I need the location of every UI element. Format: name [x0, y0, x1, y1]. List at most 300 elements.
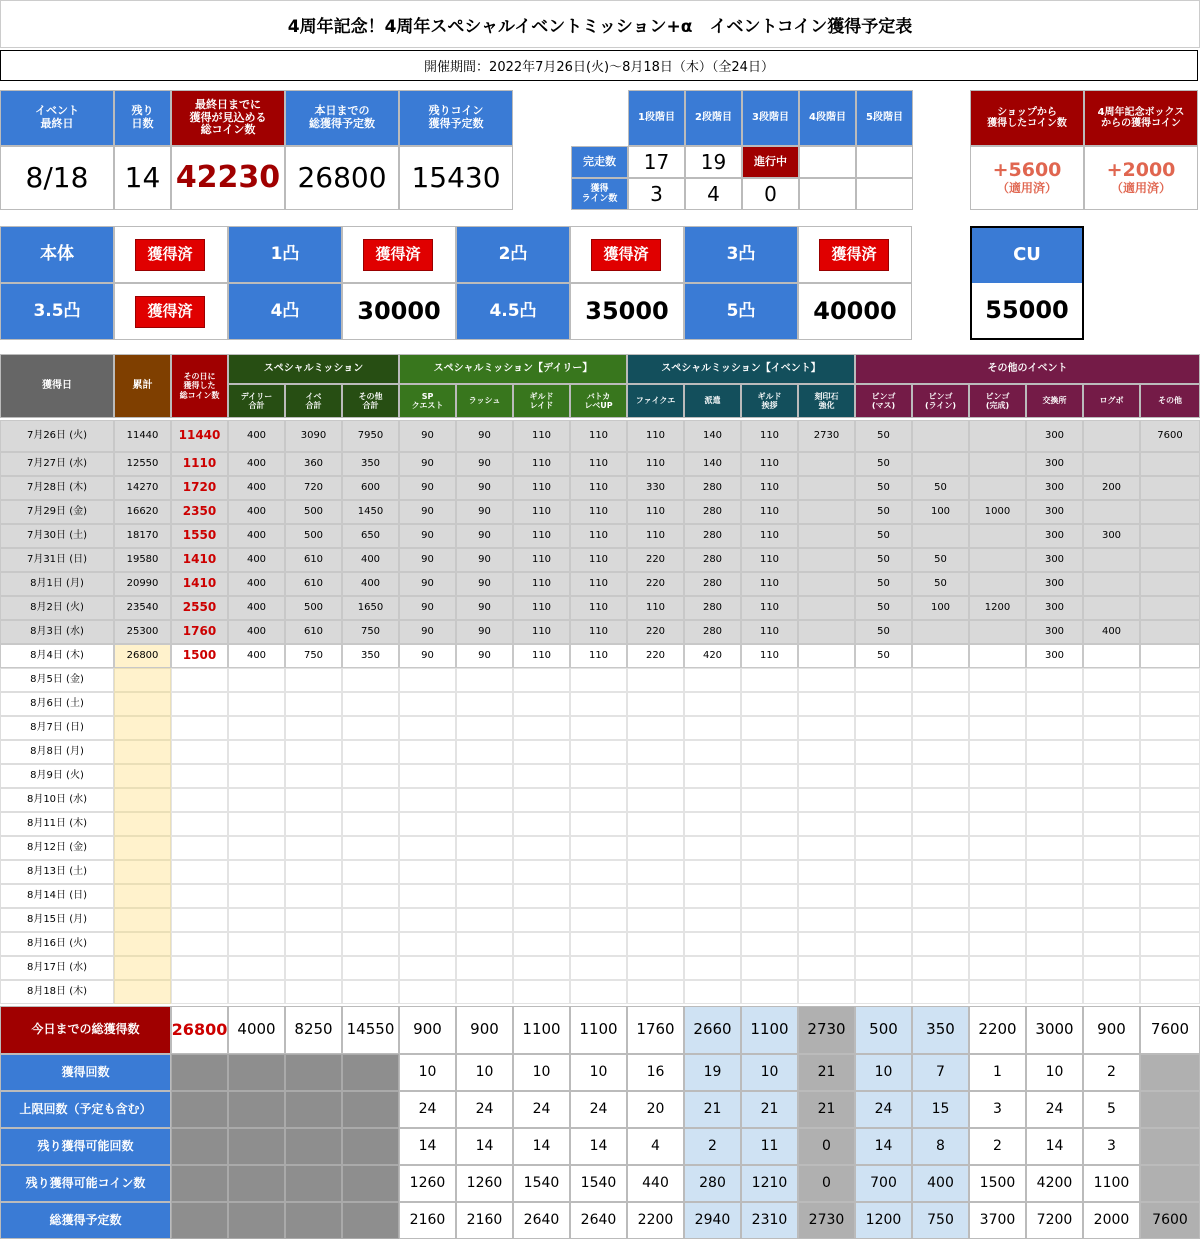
row-empty [798, 668, 855, 692]
stats-empty [228, 1128, 285, 1165]
row-empty [456, 764, 513, 788]
summary-value: 42230 [171, 146, 285, 210]
row-empty [1140, 668, 1200, 692]
row-value [1140, 644, 1200, 668]
stage-completion: 17 [628, 146, 685, 178]
row-empty [228, 908, 285, 932]
stats-value: 400 [912, 1165, 969, 1202]
shop-value [970, 146, 1084, 210]
row-value: 110 [513, 644, 570, 668]
row-value: 500 [285, 500, 342, 524]
row-empty [684, 884, 741, 908]
row-value: 1550 [171, 524, 228, 548]
sub-header: 刻印石 強化 [798, 384, 855, 418]
row-value [1083, 548, 1140, 572]
stage-lines: 0 [742, 178, 799, 210]
upgrade-value: 30000 [342, 283, 456, 340]
row-empty [399, 668, 456, 692]
stats-value: 10 [855, 1054, 912, 1091]
row-value: 110 [570, 596, 627, 620]
row-cum-empty [114, 956, 171, 980]
row-value [798, 500, 855, 524]
row-value [1083, 420, 1140, 452]
row-value: 3090 [285, 420, 342, 452]
upgrade-label: 3.5凸 [0, 283, 114, 340]
row-empty [627, 884, 684, 908]
row-empty [684, 716, 741, 740]
stats-value: 0 [798, 1165, 855, 1202]
totals-value: 1100 [741, 1006, 798, 1054]
stage-completion-label: 完走数 [571, 146, 628, 178]
row-value: 90 [456, 500, 513, 524]
row-empty [798, 836, 855, 860]
stats-value: 16 [627, 1054, 684, 1091]
stats-value: 440 [627, 1165, 684, 1202]
row-value: 1200 [969, 596, 1026, 620]
row-empty [399, 932, 456, 956]
shop-coin-value: +2000 [1106, 159, 1176, 182]
row-value: 110 [570, 548, 627, 572]
row-empty [171, 812, 228, 836]
row-empty [171, 932, 228, 956]
upgrade-value [114, 283, 228, 340]
row-value: 110 [741, 596, 798, 620]
row-value [969, 452, 1026, 476]
row-date: 8月8日 (月) [0, 740, 114, 764]
stats-empty [285, 1202, 342, 1239]
row-empty [399, 764, 456, 788]
row-date: 7月27日 (水) [0, 452, 114, 476]
row-empty [342, 764, 399, 788]
stats-empty [342, 1091, 399, 1128]
row-value: 23540 [114, 596, 171, 620]
row-value: 400 [342, 572, 399, 596]
row-value: 300 [1026, 476, 1083, 500]
sub-header: ファイクエ [627, 384, 684, 418]
row-empty [1026, 836, 1083, 860]
stats-value: 24 [456, 1091, 513, 1128]
stats-value: 24 [855, 1091, 912, 1128]
stats-empty [342, 1202, 399, 1239]
row-date: 8月3日 (水) [0, 620, 114, 644]
row-empty [399, 716, 456, 740]
stats-empty [171, 1054, 228, 1091]
row-value: 110 [627, 420, 684, 452]
sub-header: ビンゴ (完成) [969, 384, 1026, 418]
row-empty [513, 836, 570, 860]
stage-header: 2段階目 [685, 90, 742, 146]
stats-value: 2640 [513, 1202, 570, 1239]
row-value: 50 [855, 620, 912, 644]
stats-value: 19 [684, 1054, 741, 1091]
row-value: 1650 [342, 596, 399, 620]
stats-value: 2 [1083, 1054, 1140, 1091]
row-empty [741, 908, 798, 932]
stage-header: 1段階目 [628, 90, 685, 146]
row-value: 19580 [114, 548, 171, 572]
row-empty [1083, 980, 1140, 1004]
row-empty [171, 884, 228, 908]
stats-value: 21 [741, 1091, 798, 1128]
stats-value: 11 [741, 1128, 798, 1165]
row-value: 400 [228, 476, 285, 500]
row-value: 110 [570, 476, 627, 500]
row-empty [1026, 956, 1083, 980]
row-empty [399, 692, 456, 716]
row-empty [570, 956, 627, 980]
row-empty [285, 668, 342, 692]
row-empty [741, 692, 798, 716]
sub-header: 交換所 [1026, 384, 1083, 418]
row-empty [1140, 716, 1200, 740]
row-empty [570, 716, 627, 740]
row-empty [399, 980, 456, 1004]
stats-value [1140, 1165, 1200, 1202]
row-empty [855, 764, 912, 788]
row-empty [285, 836, 342, 860]
row-date: 7月26日 (火) [0, 420, 114, 452]
stats-empty [342, 1165, 399, 1202]
row-value: 610 [285, 572, 342, 596]
row-value [798, 620, 855, 644]
row-value: 18170 [114, 524, 171, 548]
row-empty [1083, 884, 1140, 908]
row-empty [741, 932, 798, 956]
row-value: 350 [342, 452, 399, 476]
row-value: 50 [855, 644, 912, 668]
row-empty [1026, 716, 1083, 740]
shop-label: ショップから 獲得したコイン数 [970, 90, 1084, 146]
row-cum-empty [114, 860, 171, 884]
row-empty [1026, 980, 1083, 1004]
row-empty [228, 812, 285, 836]
row-empty [969, 836, 1026, 860]
row-value [912, 452, 969, 476]
stats-empty [342, 1054, 399, 1091]
row-date: 8月6日 (土) [0, 692, 114, 716]
row-empty [456, 956, 513, 980]
row-empty [456, 908, 513, 932]
stats-value: 1260 [456, 1165, 513, 1202]
row-empty [399, 884, 456, 908]
sub-header: ギルド レイド [513, 384, 570, 418]
row-value [798, 548, 855, 572]
row-value: 12550 [114, 452, 171, 476]
row-value [1140, 548, 1200, 572]
row-value: 90 [399, 500, 456, 524]
row-empty [912, 932, 969, 956]
sub-header: ビンゴ (ライン) [912, 384, 969, 418]
row-empty [285, 956, 342, 980]
stats-value: 21 [798, 1054, 855, 1091]
row-empty [513, 668, 570, 692]
upgrade-label: 本体 [0, 226, 114, 283]
stats-value: 1200 [855, 1202, 912, 1239]
row-empty [570, 980, 627, 1004]
row-cum-empty [114, 788, 171, 812]
stage-lines [799, 178, 856, 210]
row-empty [285, 812, 342, 836]
row-empty [1026, 692, 1083, 716]
row-empty [228, 860, 285, 884]
row-empty [228, 884, 285, 908]
row-date: 8月7日 (日) [0, 716, 114, 740]
stats-value: 10 [399, 1054, 456, 1091]
stats-value: 14 [855, 1128, 912, 1165]
upgrade-value [570, 226, 684, 283]
row-empty [627, 788, 684, 812]
stats-label: 残り獲得可能コイン数 [0, 1165, 171, 1202]
stats-value: 2200 [627, 1202, 684, 1239]
row-value: 110 [570, 452, 627, 476]
row-value [1140, 572, 1200, 596]
totals-value: 2660 [684, 1006, 741, 1054]
upgrade-label: 4.5凸 [456, 283, 570, 340]
row-value: 420 [684, 644, 741, 668]
row-value [969, 524, 1026, 548]
row-date: 8月10日 (水) [0, 788, 114, 812]
row-value [1140, 500, 1200, 524]
row-date: 8月14日 (日) [0, 884, 114, 908]
row-empty [342, 716, 399, 740]
row-date: 7月30日 (土) [0, 524, 114, 548]
row-value: 1450 [342, 500, 399, 524]
row-empty [684, 956, 741, 980]
row-value: 90 [456, 420, 513, 452]
row-value: 300 [1026, 572, 1083, 596]
totals-value: 900 [399, 1006, 456, 1054]
event-period: 開催期間：2022年7月26日(火)〜8月18日（木）（全24日） [0, 50, 1198, 81]
row-empty [855, 860, 912, 884]
stats-value: 2940 [684, 1202, 741, 1239]
row-value: 50 [855, 500, 912, 524]
row-empty [513, 740, 570, 764]
row-value: 220 [627, 572, 684, 596]
stage-lines: 4 [685, 178, 742, 210]
row-value: 1500 [171, 644, 228, 668]
row-empty [1140, 788, 1200, 812]
row-value: 11440 [114, 420, 171, 452]
row-empty [456, 980, 513, 1004]
row-empty [228, 788, 285, 812]
col-date-header: 獲得日 [0, 354, 114, 418]
row-value: 50 [855, 476, 912, 500]
row-value: 300 [1026, 524, 1083, 548]
row-empty [285, 716, 342, 740]
row-value: 650 [342, 524, 399, 548]
row-value [798, 572, 855, 596]
row-empty [969, 716, 1026, 740]
row-empty [513, 764, 570, 788]
row-empty [855, 788, 912, 812]
sub-header: ログボ [1083, 384, 1140, 418]
stage-completion: 19 [685, 146, 742, 178]
row-value: 300 [1026, 500, 1083, 524]
row-empty [1083, 908, 1140, 932]
row-value: 280 [684, 476, 741, 500]
row-empty [627, 716, 684, 740]
row-empty [684, 812, 741, 836]
row-empty [456, 692, 513, 716]
row-value [1140, 524, 1200, 548]
stats-value: 2310 [741, 1202, 798, 1239]
totals-value: 1100 [513, 1006, 570, 1054]
row-value: 110 [570, 572, 627, 596]
sub-header: デイリー 合計 [228, 384, 285, 418]
stats-value: 24 [513, 1091, 570, 1128]
upgrade-value [342, 226, 456, 283]
upgrade-label: 1凸 [228, 226, 342, 283]
row-value: 110 [513, 420, 570, 452]
stats-value: 4 [627, 1128, 684, 1165]
row-value: 110 [513, 452, 570, 476]
row-empty [912, 716, 969, 740]
row-empty [342, 788, 399, 812]
row-empty [855, 884, 912, 908]
row-empty [912, 956, 969, 980]
stats-label: 獲得回数 [0, 1054, 171, 1091]
summary-label: 最終日までに 獲得が見込める 総コイン数 [171, 90, 285, 146]
row-value: 110 [513, 572, 570, 596]
row-empty [513, 692, 570, 716]
row-date: 8月18日 (木) [0, 980, 114, 1004]
row-empty [741, 764, 798, 788]
stats-value: 5 [1083, 1091, 1140, 1128]
stats-value: 14 [570, 1128, 627, 1165]
row-empty [969, 956, 1026, 980]
row-empty [684, 980, 741, 1004]
row-empty [285, 764, 342, 788]
row-value: 400 [228, 524, 285, 548]
stats-value: 15 [912, 1091, 969, 1128]
row-empty [741, 860, 798, 884]
group-header: その他のイベント [855, 354, 1200, 384]
row-empty [684, 764, 741, 788]
upgrade-label: 2凸 [456, 226, 570, 283]
sub-header: 派遣 [684, 384, 741, 418]
row-empty [741, 980, 798, 1004]
cu-value: 55000 [970, 283, 1084, 340]
row-empty [855, 692, 912, 716]
row-empty [570, 692, 627, 716]
stats-value: 2000 [1083, 1202, 1140, 1239]
row-empty [285, 908, 342, 932]
row-date: 7月29日 (金) [0, 500, 114, 524]
row-date: 8月17日 (水) [0, 956, 114, 980]
row-empty [855, 668, 912, 692]
totals-value: 900 [456, 1006, 513, 1054]
stats-value: 7200 [1026, 1202, 1083, 1239]
row-value: 11440 [171, 420, 228, 452]
row-empty [228, 956, 285, 980]
row-empty [342, 692, 399, 716]
row-value: 50 [855, 548, 912, 572]
row-empty [1140, 956, 1200, 980]
row-value: 280 [684, 524, 741, 548]
row-value: 400 [342, 548, 399, 572]
row-value: 2350 [171, 500, 228, 524]
stats-value: 21 [798, 1091, 855, 1128]
row-value [969, 548, 1026, 572]
stage-lines [856, 178, 913, 210]
row-empty [684, 932, 741, 956]
row-empty [513, 812, 570, 836]
row-value: 110 [570, 644, 627, 668]
row-value: 360 [285, 452, 342, 476]
row-empty [513, 908, 570, 932]
row-empty [741, 956, 798, 980]
shop-value [1084, 146, 1198, 210]
row-empty [627, 860, 684, 884]
row-empty [969, 812, 1026, 836]
row-value: 350 [342, 644, 399, 668]
row-empty [342, 908, 399, 932]
row-value: 110 [627, 596, 684, 620]
stats-value: 21 [684, 1091, 741, 1128]
row-date: 8月4日 (木) [0, 644, 114, 668]
stats-value [1140, 1054, 1200, 1091]
row-empty [912, 788, 969, 812]
totals-value: 26800 [171, 1006, 228, 1054]
row-empty [627, 764, 684, 788]
row-empty [798, 860, 855, 884]
row-empty [969, 788, 1026, 812]
stats-value: 2640 [570, 1202, 627, 1239]
row-empty [627, 740, 684, 764]
row-empty [342, 860, 399, 884]
sub-header: バトカ レベUP [570, 384, 627, 418]
row-value: 220 [627, 548, 684, 572]
row-empty [513, 932, 570, 956]
row-empty [912, 692, 969, 716]
row-date: 7月28日 (木) [0, 476, 114, 500]
row-value [912, 420, 969, 452]
upgrade-label: 4凸 [228, 283, 342, 340]
row-empty [912, 884, 969, 908]
row-empty [513, 716, 570, 740]
stats-empty [342, 1128, 399, 1165]
row-value: 2730 [798, 420, 855, 452]
row-empty [456, 932, 513, 956]
stats-value: 10 [513, 1054, 570, 1091]
row-value: 280 [684, 620, 741, 644]
row-empty [912, 980, 969, 1004]
row-empty [969, 884, 1026, 908]
row-empty [1026, 908, 1083, 932]
row-cum-empty [114, 716, 171, 740]
row-empty [456, 740, 513, 764]
upgrade-label: 3凸 [684, 226, 798, 283]
row-value: 1760 [171, 620, 228, 644]
row-value [798, 476, 855, 500]
row-value: 280 [684, 548, 741, 572]
shop-applied-note: （適用済） [996, 181, 1057, 196]
row-empty [855, 812, 912, 836]
row-value [912, 620, 969, 644]
stats-value: 1 [969, 1054, 1026, 1091]
totals-value: 500 [855, 1006, 912, 1054]
row-value: 25300 [114, 620, 171, 644]
stats-value: 14 [456, 1128, 513, 1165]
upgrade-value [798, 226, 912, 283]
row-value: 330 [627, 476, 684, 500]
row-value: 500 [285, 596, 342, 620]
shop-label: 4周年記念ボックス からの獲得コイン [1084, 90, 1198, 146]
row-empty [228, 668, 285, 692]
row-empty [171, 764, 228, 788]
row-cum-empty [114, 812, 171, 836]
row-value [912, 524, 969, 548]
